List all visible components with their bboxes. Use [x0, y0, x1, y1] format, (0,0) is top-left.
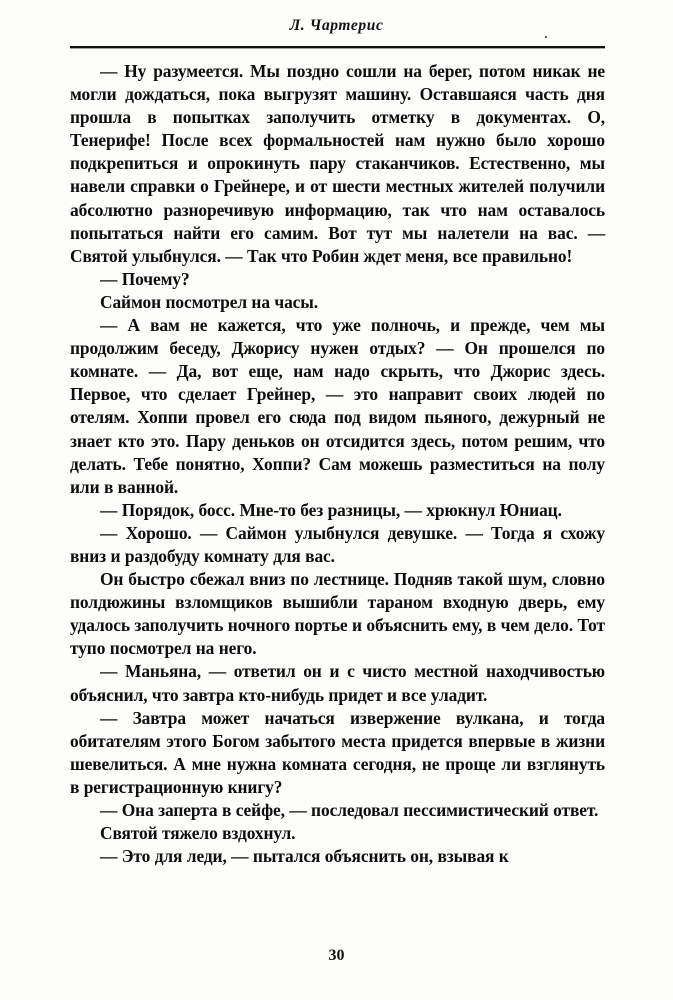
body-paragraph: — Ну разумеется. Мы поздно сошли на берег, потом никак не могли дождаться, пока выгрузят машину. Оставшаяся часть дня прошла в попытках заполучить отметку в документах. О, Тенерифе! После всех формальностей нам нужно было хорошо подкрепиться и опрокинуть пару стаканчиков. Естественно, мы навели справки о Грейнере, и от шести местных жителей получили абсолютно разноречивую информацию, так что нам оставалось попытаться найти его самим. Вот тут мы налетели на вас. — Святой улыбнулся. — Так что Робин ждет меня, все правильно! [70, 61, 605, 266]
body-paragraph: — Она заперта в сейфе, — последовал пессимистический ответ. [100, 800, 599, 820]
body-paragraph: Святой тяжело вздохнул. [100, 823, 296, 844]
body-paragraph: Он быстро сбежал вниз по лестнице. Подняв такой шум, словно полдюжины взломщиков вышибли тараном входную дверь, ему удалось заполучить ночного портье и объяснить ему, в чем дело. Тот тупо посмотрел на него. [70, 569, 605, 659]
body-paragraph: — Порядок, босс. Мне-то без разницы, — хрюкнул Юниац. [100, 499, 562, 520]
body-text-column [70, 60, 605, 868]
body-paragraph: — Маньяна, — ответил он и с чисто местной находчивостью объяснил, что завтра кто-нибудь придет и все уладит. [70, 661, 605, 705]
body-paragraph: — Завтра может начаться извержение вулкана, и тогда обитателям этого Богом забытого места придется впервые в жизни шевелиться. А мне нужна комната сегодня, не проще ли взглянуть в регистрационную книгу? [70, 707, 605, 797]
scan-speck [545, 36, 547, 38]
header-rule [70, 46, 605, 48]
body-paragraph: — Это для леди, — пытался объяснить он, взывая к [100, 846, 509, 867]
body-paragraph: — А вам не кажется, что уже полночь, и прежде, чем мы продолжим беседу, Джорису нужен отдых? — Он прошелся по комнате. — Да, вот еще, нам надо скрыть, что Джорис здесь. Первое, что сделает Грейнер, — это направит своих людей по отелям. Хоппи провел его сюда под видом пьяного, дежурный не знает кто это. Пару деньков он отсидится здесь, потом решим, что делать. Тебе понятно, Хоппи? Сам можешь разместиться на полу или в ванной. [70, 315, 605, 497]
body-paragraph: — Хорошо. — Саймон улыбнулся девушке. — Тогда я схожу вниз и раздобуду комнату для вас. [70, 522, 605, 566]
page-number: 30 [328, 947, 345, 964]
running-head: Л. Чартерис [289, 17, 384, 34]
body-paragraph: — Почему? [100, 268, 190, 289]
body-paragraph: Саймон посмотрел на часы. [100, 291, 319, 312]
